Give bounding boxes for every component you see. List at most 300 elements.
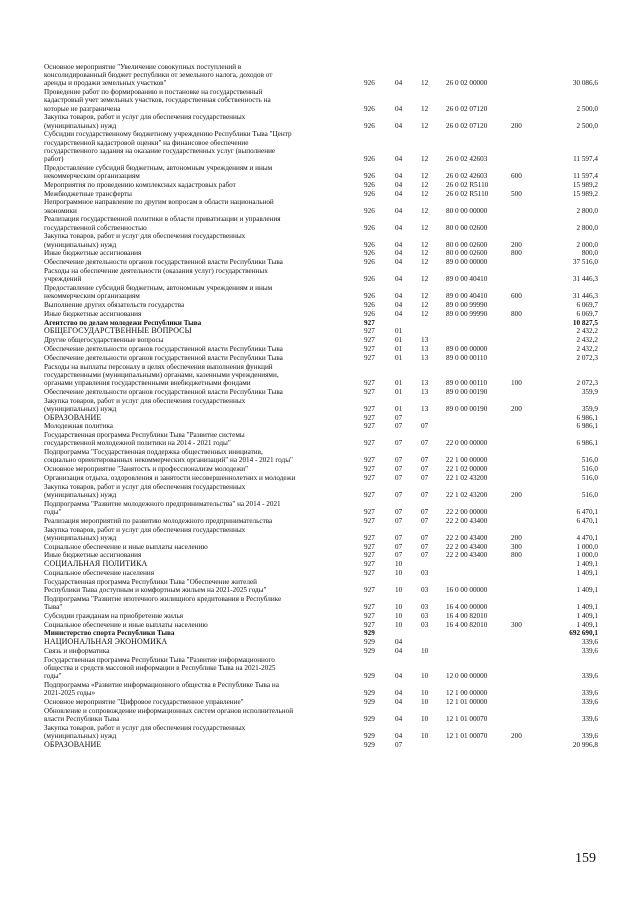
department-code: 927 bbox=[364, 490, 375, 499]
row-description: Непрограммное направление по другим вопросам в области национальной экономики bbox=[44, 198, 274, 215]
amount: 516,0 bbox=[581, 490, 598, 499]
section-code: 04 bbox=[395, 698, 403, 706]
row-description: Расходы на выплаты персоналу в целях обеспечения выполнения функций государственными (муниципальными) органами, казенными учреждениями, органами управления государственными внебюджетными фондами bbox=[44, 362, 279, 387]
target-article-code: 26 0 02 00000 bbox=[446, 79, 488, 88]
target-article-code: 12 1 01 00000 bbox=[446, 698, 488, 706]
target-article-code: 12 1 01 00070 bbox=[446, 714, 488, 723]
amount: 2 500,0 bbox=[576, 121, 598, 130]
department-code: 927 bbox=[364, 602, 375, 611]
department-code: 929 bbox=[364, 698, 375, 706]
target-article-code: 16 4 00 82010 bbox=[446, 611, 488, 620]
row-description: Закупка товаров, работ и услуг для обеспечения государственных (муниципальных) нужд bbox=[44, 396, 246, 413]
amount: 339,6 bbox=[581, 714, 598, 723]
subsection-code: 13 bbox=[421, 404, 429, 413]
department-code: 929 bbox=[364, 731, 375, 740]
target-article-code: 89 0 00 00000 bbox=[446, 258, 488, 267]
subsection-code: 12 bbox=[421, 292, 429, 301]
target-article-code: 89 0 00 00110 bbox=[446, 353, 488, 362]
subsection-code: 13 bbox=[421, 378, 429, 387]
target-article-code: 22 0 00 00000 bbox=[446, 439, 488, 448]
department-code: 926 bbox=[364, 249, 375, 258]
row-description: Реализация мероприятий по развитию молодежного предпринимательства bbox=[44, 516, 273, 525]
department-code: 927 bbox=[364, 620, 375, 629]
department-code: 926 bbox=[364, 79, 375, 88]
amount: 4 470,1 bbox=[576, 533, 598, 542]
section-code: 04 bbox=[395, 647, 403, 655]
target-article-code: 89 0 00 99990 bbox=[446, 309, 488, 318]
amount: 6 470,1 bbox=[576, 516, 598, 525]
subsection-code: 10 bbox=[421, 647, 429, 655]
subsection-code: 13 bbox=[421, 345, 429, 353]
target-article-code: 89 0 00 00000 bbox=[446, 345, 488, 353]
department-code: 927 bbox=[364, 465, 375, 474]
subsection-code: 12 bbox=[421, 180, 429, 189]
amount: 1 409,1 bbox=[576, 569, 598, 577]
department-code: 929 bbox=[364, 672, 375, 681]
department-code: 927 bbox=[364, 404, 375, 413]
section-code: 01 bbox=[395, 336, 403, 345]
section-code: 07 bbox=[395, 516, 403, 525]
section-code: 07 bbox=[395, 465, 403, 474]
row-description: Государственная программа Республики Тыва "Обеспечение жителей Республики Тыва доступным и комфортным жильем на 2021-2025 годы" bbox=[44, 577, 267, 594]
target-article-code: 26 0 02 07120 bbox=[446, 121, 488, 130]
section-code: 10 bbox=[395, 560, 403, 569]
section-code: 07 bbox=[395, 422, 403, 431]
subsection-code: 12 bbox=[421, 206, 429, 215]
department-code: 927 bbox=[364, 542, 375, 551]
row-description: Закупка товаров, работ и услуг для обеспечения государственных (муниципальных) нужд bbox=[44, 232, 246, 249]
department-code: 927 bbox=[364, 413, 375, 422]
subsection-code: 03 bbox=[421, 569, 429, 577]
department-code: 926 bbox=[364, 180, 375, 189]
amount: 692 690,1 bbox=[569, 629, 598, 638]
department-code: 926 bbox=[364, 309, 375, 318]
amount: 1 409,1 bbox=[576, 602, 598, 611]
amount: 31 446,3 bbox=[572, 275, 598, 284]
section-code: 04 bbox=[395, 240, 403, 249]
subsection-code: 13 bbox=[421, 353, 429, 362]
target-article-code: 26 0 02 R5110 bbox=[446, 189, 489, 198]
section-code: 04 bbox=[395, 638, 403, 647]
row-description: Другие общегосударственные вопросы bbox=[44, 336, 164, 345]
section-code: 10 bbox=[395, 585, 403, 594]
subsection-code: 07 bbox=[421, 422, 429, 431]
section-code: 10 bbox=[395, 569, 403, 577]
target-article-code: 89 0 00 00190 bbox=[446, 387, 488, 396]
row-description: Предоставление субсидий бюджетным, автономным учреждениям и иным некоммерческим организациям bbox=[44, 163, 273, 180]
department-code: 926 bbox=[364, 240, 375, 249]
section-code: 04 bbox=[395, 154, 403, 163]
target-article-code: 26 0 02 42603 bbox=[446, 154, 488, 163]
amount: 339,6 bbox=[581, 647, 598, 655]
expense-type-code: 200 bbox=[511, 404, 522, 413]
expense-type-code: 300 bbox=[511, 542, 522, 551]
expense-type-code: 200 bbox=[511, 240, 522, 249]
row-description: Обновление и сопровождение информационных систем органов исполнительной власти Республики Тыва bbox=[44, 706, 294, 723]
subsection-code: 12 bbox=[421, 171, 429, 180]
row-description: Субсидии государственному бюджетному учреждению Республики Тыва "Центр государственной кадастровой оценки" на финансовое обеспечение государственного задания на оказание государственных услуг (выполнение работ) bbox=[44, 130, 292, 163]
row-description: Подпрограмма «Развитие информационного общества в Республике Тыва на 2021-2025 годы» bbox=[44, 681, 279, 698]
row-description: Субсидии гражданам на приобретение жилья bbox=[44, 611, 184, 620]
row-description: Социальное обеспечение и иные выплаты населению bbox=[44, 620, 208, 629]
subsection-code: 07 bbox=[421, 490, 429, 499]
target-article-code: 26 0 02 07120 bbox=[446, 104, 488, 113]
target-article-code: 22 2 00 43400 bbox=[446, 551, 488, 560]
section-code: 01 bbox=[395, 404, 403, 413]
row-description: Межбюджетные трансферты bbox=[44, 189, 132, 198]
amount: 2 432,2 bbox=[576, 336, 598, 345]
section-code: 04 bbox=[395, 292, 403, 301]
department-code: 926 bbox=[364, 275, 375, 284]
department-code: 929 bbox=[364, 638, 375, 647]
amount: 31 446,3 bbox=[572, 292, 598, 301]
section-code: 04 bbox=[395, 189, 403, 198]
expense-type-code: 600 bbox=[511, 171, 522, 180]
amount: 1 409,1 bbox=[576, 560, 598, 569]
subsection-code: 10 bbox=[421, 689, 429, 698]
subsection-code: 03 bbox=[421, 602, 429, 611]
subsection-code: 07 bbox=[421, 456, 429, 465]
section-code: 04 bbox=[395, 275, 403, 284]
amount: 359,9 bbox=[581, 387, 598, 396]
section-code: 04 bbox=[395, 689, 403, 698]
amount: 30 086,6 bbox=[572, 79, 598, 88]
section-code: 04 bbox=[395, 79, 403, 88]
amount: 1 000,0 bbox=[576, 542, 598, 551]
amount: 6 470,1 bbox=[576, 507, 598, 516]
row-description: Подпрограмма "Государственная поддержка общественных инициатив, социально ориентированных некоммерческих организаций" на 2014 - 2021 годы" bbox=[44, 448, 293, 465]
row-description: Основное мероприятие "Занятость и профессионализм молодежи" bbox=[44, 465, 249, 474]
department-code: 927 bbox=[364, 336, 375, 345]
subsection-code: 12 bbox=[421, 189, 429, 198]
expense-type-code: 100 bbox=[511, 378, 522, 387]
subsection-code: 12 bbox=[421, 154, 429, 163]
subsection-code: 12 bbox=[421, 104, 429, 113]
target-article-code: 26 0 02 R5110 bbox=[446, 180, 489, 189]
department-code: 927 bbox=[364, 327, 375, 336]
section-code: 04 bbox=[395, 121, 403, 130]
row-description: Иные бюджетные ассигнования bbox=[44, 551, 142, 560]
row-description: Социальное обеспечение и иные выплаты населению bbox=[44, 542, 208, 551]
department-code: 927 bbox=[364, 422, 375, 431]
target-article-code: 26 0 02 42603 bbox=[446, 171, 488, 180]
department-code: 927 bbox=[364, 560, 375, 569]
amount: 516,0 bbox=[581, 456, 598, 465]
target-article-code: 22 2 00 00000 bbox=[446, 507, 488, 516]
target-article-code: 22 1 02 00000 bbox=[446, 465, 488, 474]
department-code: 927 bbox=[364, 378, 375, 387]
section-code: 07 bbox=[395, 413, 403, 422]
department-code: 926 bbox=[364, 104, 375, 113]
amount: 800,0 bbox=[581, 249, 598, 258]
amount: 339,6 bbox=[581, 672, 598, 681]
section-code: 07 bbox=[395, 740, 403, 749]
subsection-code: 07 bbox=[421, 439, 429, 448]
department-code: 926 bbox=[364, 171, 375, 180]
amount: 1 409,1 bbox=[576, 620, 598, 629]
target-article-code: 12 0 00 00000 bbox=[446, 672, 488, 681]
amount: 37 516,0 bbox=[572, 258, 598, 267]
target-article-code: 89 0 00 40410 bbox=[446, 275, 488, 284]
section-code: 07 bbox=[395, 474, 403, 482]
section-code: 01 bbox=[395, 327, 403, 336]
row-description: Закупка товаров, работ и услуг для обеспечения государственных (муниципальных) нужд bbox=[44, 525, 246, 542]
row-description: Молодежная политика bbox=[44, 422, 113, 431]
expense-type-code: 200 bbox=[511, 490, 522, 499]
amount: 2 432,2 bbox=[576, 327, 598, 336]
department-code: 927 bbox=[364, 507, 375, 516]
department-code: 926 bbox=[364, 189, 375, 198]
subsection-code: 12 bbox=[421, 258, 429, 267]
amount: 2 072,3 bbox=[576, 378, 598, 387]
row-description: Основное мероприятие "Цифровое государственное управление" bbox=[44, 698, 244, 706]
expense-type-code: 800 bbox=[511, 249, 522, 258]
expense-type-code: 200 bbox=[511, 533, 522, 542]
subsection-code: 10 bbox=[421, 698, 429, 706]
subsection-code: 03 bbox=[421, 620, 429, 629]
row-description: Социальное обеспечение населения bbox=[44, 569, 155, 577]
section-code: 07 bbox=[395, 456, 403, 465]
department-code: 926 bbox=[364, 301, 375, 309]
amount: 516,0 bbox=[581, 474, 598, 482]
target-article-code: 22 1 02 43200 bbox=[446, 474, 488, 482]
section-code: 04 bbox=[395, 249, 403, 258]
subsection-code: 07 bbox=[421, 516, 429, 525]
department-code: 927 bbox=[364, 439, 375, 448]
section-code: 04 bbox=[395, 206, 403, 215]
target-article-code: 16 4 00 00000 bbox=[446, 602, 488, 611]
target-article-code: 22 2 00 43400 bbox=[446, 533, 488, 542]
target-article-code: 22 1 02 43200 bbox=[446, 490, 488, 499]
row-description: СОЦИАЛЬНАЯ ПОЛИТИКА bbox=[44, 559, 148, 569]
amount: 15 989,2 bbox=[572, 180, 598, 189]
expense-type-code: 300 bbox=[511, 620, 522, 629]
subsection-code: 12 bbox=[421, 240, 429, 249]
amount: 2 800,0 bbox=[576, 206, 598, 215]
subsection-code: 07 bbox=[421, 474, 429, 482]
subsection-code: 10 bbox=[421, 714, 429, 723]
amount: 2 500,0 bbox=[576, 104, 598, 113]
department-code: 927 bbox=[364, 585, 375, 594]
subsection-code: 12 bbox=[421, 275, 429, 284]
row-description: Закупка товаров, работ и услуг для обеспечения государственных (муниципальных) нужд bbox=[44, 113, 246, 130]
expense-type-code: 800 bbox=[511, 551, 522, 560]
target-article-code: 89 0 00 00110 bbox=[446, 378, 488, 387]
department-code: 929 bbox=[364, 714, 375, 723]
row-description: Министерство спорта Республики Тыва bbox=[44, 629, 175, 638]
amount: 339,6 bbox=[581, 638, 598, 647]
section-code: 01 bbox=[395, 353, 403, 362]
amount: 1 409,1 bbox=[576, 611, 598, 620]
subsection-code: 12 bbox=[421, 121, 429, 130]
row-description: Агентство по делам молодежи Республики Тыва bbox=[44, 318, 202, 327]
section-code: 07 bbox=[395, 439, 403, 448]
amount: 6 986,1 bbox=[576, 413, 598, 422]
expense-type-code: 500 bbox=[511, 189, 522, 198]
target-article-code: 22 2 00 43400 bbox=[446, 516, 488, 525]
amount: 6 069,7 bbox=[576, 309, 598, 318]
row-description: Реализация государственной политики в области приватизации и управления государственной собственностью bbox=[44, 215, 281, 232]
row-description: Государственная программа Республики Тыва "Развитие системы государственной молодежной политики на 2014 - 2021 годы" bbox=[44, 431, 245, 448]
section-code: 07 bbox=[395, 542, 403, 551]
department-code: 926 bbox=[364, 292, 375, 301]
department-code: 927 bbox=[364, 456, 375, 465]
department-code: 927 bbox=[364, 516, 375, 525]
row-description: Основное мероприятие "Увеличение совокупных поступлений в консолидированный бюджет республики от земельного налога, доходов от аренды и продажи земельных участков" bbox=[44, 63, 273, 88]
section-code: 07 bbox=[395, 551, 403, 560]
department-code: 927 bbox=[364, 318, 375, 327]
section-code: 10 bbox=[395, 620, 403, 629]
section-code: 07 bbox=[395, 490, 403, 499]
section-code: 07 bbox=[395, 533, 403, 542]
subsection-code: 12 bbox=[421, 301, 429, 309]
target-article-code: 22 1 00 00000 bbox=[446, 456, 488, 465]
department-code: 929 bbox=[364, 740, 375, 749]
amount: 359,9 bbox=[581, 404, 598, 413]
row-description: ОБЩЕГОСУДАРСТВЕННЫЕ ВОПРОСЫ bbox=[44, 326, 192, 336]
section-code: 04 bbox=[395, 714, 403, 723]
amount: 6 986,1 bbox=[576, 422, 598, 431]
amount: 11 597,4 bbox=[573, 171, 598, 180]
row-description: Проведение работ по формированию и постановке на государственный кадастровый учет земельных участков, государственная собственность на которые не разграничена bbox=[44, 88, 271, 113]
expense-type-code: 200 bbox=[511, 121, 522, 130]
subsection-code: 03 bbox=[421, 611, 429, 620]
amount: 339,6 bbox=[581, 731, 598, 740]
subsection-code: 10 bbox=[421, 672, 429, 681]
target-article-code: 80 0 00 02600 bbox=[446, 249, 488, 258]
department-code: 927 bbox=[364, 569, 375, 577]
row-description: Связь и информатика bbox=[44, 647, 110, 655]
target-article-code: 80 0 00 02600 bbox=[446, 240, 488, 249]
amount: 2 800,0 bbox=[576, 223, 598, 232]
amount: 20 996,8 bbox=[572, 740, 598, 749]
subsection-code: 03 bbox=[421, 585, 429, 594]
row-description: Государственная программа Республики Тыва "Развитие информационного общества и средств массовой информации в Республике Тыва на 2021-2025 годы" bbox=[44, 655, 276, 681]
target-article-code: 80 0 00 02600 bbox=[446, 223, 488, 232]
subsection-code: 12 bbox=[421, 223, 429, 232]
amount: 6 069,7 bbox=[576, 301, 598, 309]
department-code: 929 bbox=[364, 647, 375, 655]
amount: 1 409,1 bbox=[576, 585, 598, 594]
row-description: Подпрограмма "Развитие ипотечного жилищного кредитования в Республике Тыва" bbox=[44, 594, 282, 611]
expense-type-code: 800 bbox=[511, 309, 522, 318]
department-code: 927 bbox=[364, 345, 375, 353]
department-code: 926 bbox=[364, 206, 375, 215]
row-description: ОБРАЗОВАНИЕ bbox=[44, 739, 102, 749]
target-article-code: 12 1 01 00070 bbox=[446, 731, 488, 740]
subsection-code: 07 bbox=[421, 465, 429, 474]
target-article-code: 89 0 00 99990 bbox=[446, 301, 488, 309]
row-description: Подпрограмма "Развитие молодежного предпринимательства" на 2014 - 2021 годы" bbox=[44, 499, 281, 516]
amount: 6 986,1 bbox=[576, 439, 598, 448]
row-description: Обеспечение деятельности органов государственной власти Республики Тыва bbox=[44, 258, 283, 267]
amount: 15 989,2 bbox=[572, 189, 598, 198]
page-number: 159 bbox=[575, 851, 596, 866]
row-description: Мероприятия по проведению комплексных кадастровых работ bbox=[44, 180, 236, 189]
amount: 2 072,3 bbox=[576, 353, 598, 362]
department-code: 929 bbox=[364, 629, 375, 638]
subsection-code: 10 bbox=[421, 731, 429, 740]
row-description: НАЦИОНАЛЬНАЯ ЭКОНОМИКА bbox=[44, 637, 168, 647]
target-article-code: 12 1 00 00000 bbox=[446, 689, 488, 698]
section-code: 04 bbox=[395, 223, 403, 232]
row-description: Обеспечение деятельности органов государственной власти Республики Тыва bbox=[44, 345, 283, 353]
amount: 516,0 bbox=[581, 465, 598, 474]
section-code: 04 bbox=[395, 309, 403, 318]
subsection-code: 07 bbox=[421, 507, 429, 516]
section-code: 04 bbox=[395, 104, 403, 113]
subsection-code: 13 bbox=[421, 336, 429, 345]
subsection-code: 12 bbox=[421, 79, 429, 88]
row-description: Предоставление субсидий бюджетным, автономным учреждениям и иным некоммерческим организациям bbox=[44, 284, 273, 301]
target-article-code: 80 0 00 00000 bbox=[446, 206, 488, 215]
row-description: Обеспечение деятельности органов государственной власти Республики Тыва bbox=[44, 387, 283, 396]
expense-type-code: 600 bbox=[511, 292, 522, 301]
row-description: Обеспечение деятельности органов государственной власти Республики Тыва bbox=[44, 353, 283, 362]
target-article-code: 16 0 00 00000 bbox=[446, 585, 488, 594]
section-code: 01 bbox=[395, 345, 403, 353]
department-code: 927 bbox=[364, 353, 375, 362]
amount: 339,6 bbox=[581, 689, 598, 698]
target-article-code: 16 4 00 82010 bbox=[446, 620, 488, 629]
department-code: 927 bbox=[364, 474, 375, 482]
department-code: 926 bbox=[364, 121, 375, 130]
section-code: 01 bbox=[395, 387, 403, 396]
section-code: 10 bbox=[395, 611, 403, 620]
target-article-code: 89 0 00 00190 bbox=[446, 404, 488, 413]
row-description: Иные бюджетные ассигнования bbox=[44, 249, 142, 258]
department-code: 926 bbox=[364, 258, 375, 267]
section-code: 04 bbox=[395, 171, 403, 180]
expense-type-code: 200 bbox=[511, 731, 522, 740]
amount: 1 000,0 bbox=[576, 551, 598, 560]
amount: 339,6 bbox=[581, 698, 598, 706]
subsection-code: 07 bbox=[421, 551, 429, 560]
amount: 2 432,2 bbox=[576, 345, 598, 353]
section-code: 04 bbox=[395, 301, 403, 309]
department-code: 929 bbox=[364, 689, 375, 698]
amount: 2 000,0 bbox=[576, 240, 598, 249]
row-description: Расходы на обеспечение деятельности (оказания услуг) государственных учреждений bbox=[44, 267, 268, 284]
target-article-code: 22 2 00 43400 bbox=[446, 542, 488, 551]
subsection-code: 07 bbox=[421, 542, 429, 551]
department-code: 926 bbox=[364, 223, 375, 232]
section-code: 01 bbox=[395, 378, 403, 387]
subsection-code: 12 bbox=[421, 249, 429, 258]
target-article-code: 89 0 00 40410 bbox=[446, 292, 488, 301]
department-code: 926 bbox=[364, 154, 375, 163]
amount: 11 597,4 bbox=[573, 154, 598, 163]
row-description: Закупка товаров, работ и услуг для обеспечения государственных (муниципальных) нужд bbox=[44, 723, 246, 740]
section-code: 07 bbox=[395, 507, 403, 516]
section-code: 04 bbox=[395, 258, 403, 267]
department-code: 927 bbox=[364, 611, 375, 620]
section-code: 04 bbox=[395, 672, 403, 681]
row-description: Организация отдыха, оздоровления и занятости несовершеннолетних и молодежи bbox=[44, 474, 296, 482]
amount: 10 827,5 bbox=[572, 318, 598, 327]
department-code: 927 bbox=[364, 387, 375, 396]
section-code: 04 bbox=[395, 180, 403, 189]
department-code: 927 bbox=[364, 533, 375, 542]
row-description: Иные бюджетные ассигнования bbox=[44, 309, 142, 318]
department-code: 927 bbox=[364, 551, 375, 560]
section-code: 10 bbox=[395, 602, 403, 611]
subsection-code: 12 bbox=[421, 309, 429, 318]
row-description: ОБРАЗОВАНИЕ bbox=[44, 412, 102, 422]
row-description: Закупка товаров, работ и услуг для обеспечения государственных (муниципальных) нужд bbox=[44, 482, 246, 499]
subsection-code: 13 bbox=[421, 387, 429, 396]
subsection-code: 07 bbox=[421, 533, 429, 542]
